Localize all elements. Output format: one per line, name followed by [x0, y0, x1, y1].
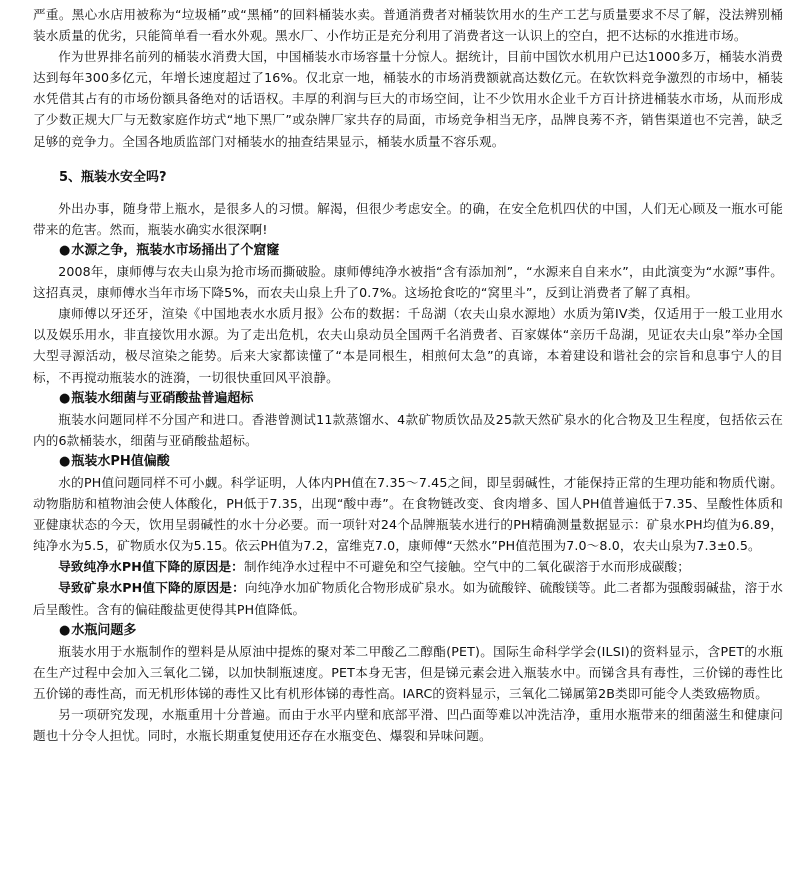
section-5-intro: 外出办事，随身带上瓶水，是很多人的习惯。解渴，但很少考虑安全。的确，在安全危机四伏的中国，人们无心顾及一瓶水可能带来的危害。然而，瓶装水确实水很深啊!	[33, 200, 783, 237]
subheading-ph-acidic-text: 瓶装水PH值偏酸	[71, 453, 170, 469]
intro-paragraph-1: 严重。黑心水店用被称为“垃圾桶”或“黑桶”的回料桶装水卖。普通消费者对桶装饮用水的生产工艺与质量要求不尽了解，没法辨别桶装水质量的优劣，只能简单看一看水外观。黑水厂、小作坊正是充分利用了消费者这一认识上的空白，把不达标的水推进市场。	[33, 7, 783, 44]
ph-reason-mineral-text: 向纯净水加矿物质化合物形成矿泉水。如为硫酸锌、硫酸镁等。此二者都为强酸弱碱盐，溶于水后呈酸性。含有的偏硅酸盐更使得其PH值降低。	[33, 580, 783, 617]
subheading-water-source-text: 水源之争，瓶装水市场捅出了个窟窿	[71, 242, 280, 258]
bottle-paragraph-2: 另一项研究发现，水瓶重用十分普遍。而由于水平内壁和底部平滑、凹凸面等难以冲洗洁净，重用水瓶带来的细菌滋生和健康问题也十分令人担忧。同时，水瓶长期重复使用还存在水瓶变色、爆裂和异味问题。	[33, 707, 783, 744]
subheading-ph-acidic	[33, 451, 783, 472]
bacteria-nitrite-paragraph: 瓶装水问题同样不分国产和进口。香港曾测试11款蒸馏水、4款矿物质饮品及25款天然矿泉水的化合物及卫生程度，包括依云在内的6款桶装水，细菌与亚硝酸盐超标。	[33, 411, 783, 448]
bullet-dot-icon: ●	[59, 390, 71, 406]
ph-reason-purified-text: 制作纯净水过程中不可避免和空气接触。空气中的二氧化碳溶于水而形成碳酸；	[243, 559, 690, 575]
bottle-paragraph-1: 瓶装水用于水瓶制作的塑料是从原油中提炼的聚对苯二甲酸乙二醇酯(PET)。国际生命科学学会(ILSI)的资料显示，含PET的水瓶在生产过程中会加入三氧化二锑，以加快制瓶速度。PET本身无害，但是锑元素会进入瓶装水中。而锑含具有毒性，三价锑的毒性比五价锑的毒性高，而无机形体锑的毒性又比有机形体锑的毒性高。IARC的资料显示，三氧化二锑属第2B类即可能令人类致癌物质。	[33, 643, 783, 701]
subheading-water-source	[33, 240, 783, 261]
section-5-title: 5、瓶装水安全吗?	[59, 169, 167, 185]
subheading-bacteria-nitrite	[33, 388, 783, 409]
bullet-dot-icon: ●	[59, 242, 71, 258]
water-source-paragraph-1: 2008年，康师傅与农夫山泉为抢市场而撕破脸。康师傅纯净水被指“含有添加剂”，“水源来自自来水”，由此演变为“水源”事件。这招真灵，康师傅水当年市场下降5%，而农夫山泉上升了0.7%。这场抢食吃的“窝里斗”，反到让消费者了解了真相。	[33, 264, 783, 301]
ph-reason-purified	[33, 556, 783, 577]
bullet-dot-icon: ●	[59, 622, 71, 638]
ph-paragraph: 水的PH值问题同样不可小觑。科学证明，人体内PH值在7.35～7.45之间，即呈弱碱性，才能保持正常的生理功能和物质代谢。动物脂肪和植物油会使人体酸化，PH低于7.35，出现“酸中毒”。在食物链改变、食肉增多、国人PH值普遍低于7.35、呈酸性体质和亚健康状态的今天，饮用呈弱碱性的水十分必要。而一项针对24个品牌瓶装水进行的PH精确测量数据显示：矿泉水PH均值为6.89，纯净水为5.5，矿物质水仅为5.15。依云PH值为7.2，富维克7.0，康师傅“天然水”PH值范围为7.0～8.0，农夫山泉为7.3±0.5。	[33, 474, 783, 554]
subheading-bottle-problems-text: 水瓶问题多	[71, 622, 137, 638]
ph-reason-mineral-lead: 导致矿泉水PH值下降的原因是：	[58, 580, 245, 596]
subheading-bottle-problems	[33, 620, 783, 641]
bullet-dot-icon: ●	[59, 453, 71, 469]
water-source-paragraph-2: 康师傅以牙还牙，渲染《中国地表水水质月报》公布的数据：千岛湖（农夫山泉水源地）水质为第IV类，仅适用于一般工业用水以及娱乐用水，非直接饮用水源。为了走出危机，农夫山泉动员全国两千名消费者、百家媒体“亲历千岛湖，见证农夫山泉”举办全国大型寻源活动，极尽渲染之能势。后来大家都读懂了“本是同根生，相煎何太急”的真谛，本着建设和谐社会的宗旨和息事宁人的目标，不再搅动瓶装水的涟漪，一切很快重回风平浪静。	[33, 306, 783, 385]
intro-paragraph-2: 作为世界排名前列的桶装水消费大国，中国桶装水市场容量十分惊人。据统计，目前中国饮水机用户已达1000多万，桶装水消费达到每年300多亿元，年增长速度超过了16%。仅北京一地，桶装水的市场消费额就高达数亿元。在软饮料竞争激烈的市场中，桶装水凭借其占有的市场份额具备绝对的话语权。丰厚的利润与巨大的市场空间，让不少饮用水企业千方百计挤进桶装水市场，从而形成了少数正规大厂与无数家庭作坊式“地下黑厂”或杂牌厂家共存的局面，市场竞争相当无序，品牌良莠不齐，销售渠道也不完善，缺乏足够的竞争力。全国各地质监部门对桶装水的抽查结果显示，桶装水质量不容乐观。	[33, 49, 783, 149]
ph-reason-purified-lead: 导致纯净水PH值下降的原因是：	[58, 559, 244, 575]
subheading-bacteria-nitrite-text: 瓶装水细菌与亚硝酸盐普遍超标	[71, 390, 254, 406]
ph-reason-mineral	[33, 577, 783, 619]
